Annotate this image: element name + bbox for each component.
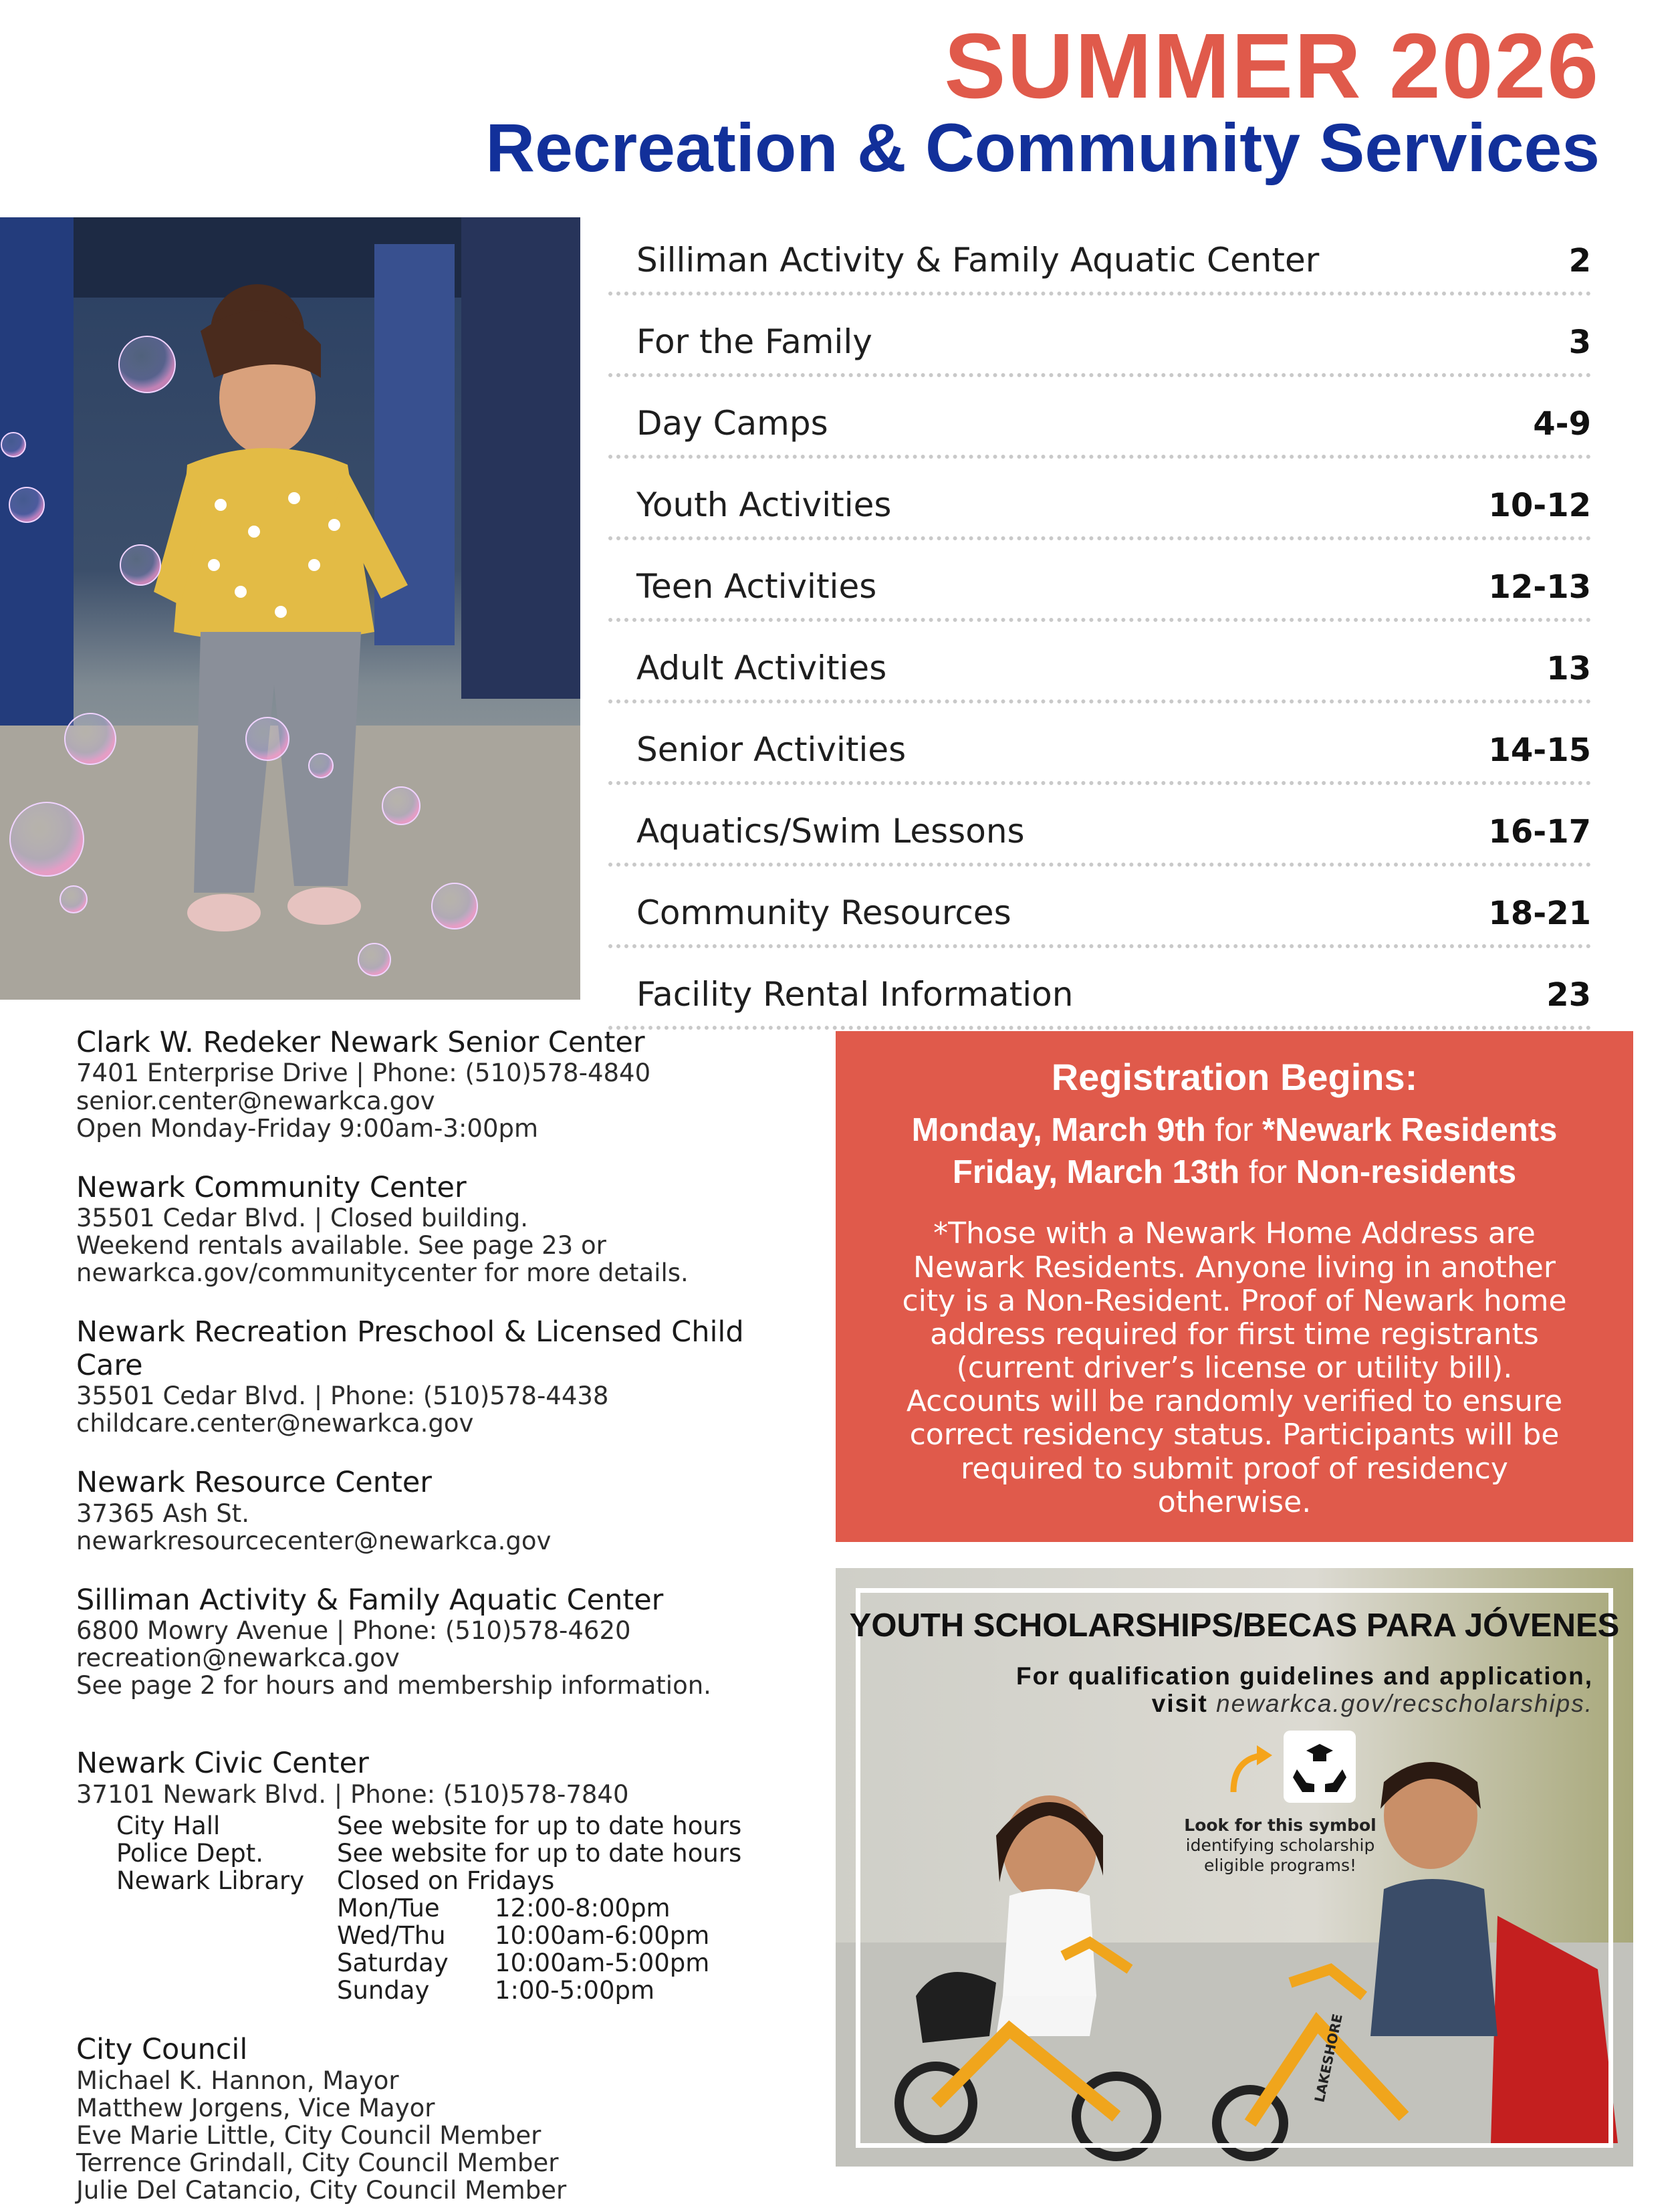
- toc-page-number: 3: [1568, 324, 1591, 361]
- hours-row: [337, 1977, 805, 2004]
- toc-page-number: 10-12: [1488, 487, 1591, 524]
- department-name: Police Dept.: [116, 1839, 264, 1868]
- toc-label: Senior Activities: [636, 730, 907, 769]
- facility-name: Clark W. Redeker Newark Senior Center: [76, 1026, 645, 1059]
- scholarship-symbol-caption: [1173, 1815, 1387, 1876]
- facility-name: Silliman Activity & Family Aquatic Center: [76, 1583, 664, 1617]
- hours-time: 12:00-8:00pm: [495, 1894, 671, 1923]
- toc-page-number: 12-13: [1488, 568, 1591, 606]
- hours-day: Wed/Thu: [337, 1921, 446, 1951]
- facility-email[interactable]: recreation@newarkca.gov: [76, 1644, 400, 1673]
- facility-address: 37101 Newark Blvd. | Phone: (510)578-7840: [76, 1779, 629, 1809]
- toc-row[interactable]: [608, 540, 1591, 622]
- facility-note: Weekend rentals available. See page 23 or: [76, 1231, 606, 1260]
- season-year-heading: SUMMER 2026: [944, 15, 1600, 118]
- toc-label: Aquatics/Swim Lessons: [636, 812, 1025, 851]
- facility-name: Newark Recreation Preschool & Licensed Child Care: [76, 1315, 744, 1382]
- toc-page-number: 14-15: [1488, 732, 1591, 769]
- contact-preschool: [76, 1316, 805, 1437]
- hours-row: [337, 1949, 805, 1977]
- hours-row: [337, 1922, 805, 1949]
- toc-label: Community Resources: [636, 893, 1011, 932]
- civic-row: [116, 1867, 805, 1894]
- facility-contacts: [76, 1026, 805, 2210]
- toc-label: Adult Activities: [636, 649, 887, 687]
- hours-time: 1:00-5:00pm: [495, 1976, 655, 2005]
- toc-row[interactable]: [608, 214, 1591, 296]
- nonresident-date: Friday, March 13th: [952, 1153, 1240, 1190]
- registration-title: Registration Begins:: [1051, 1056, 1418, 1098]
- facility-hours: Open Monday-Friday 9:00am-3:00pm: [76, 1113, 539, 1143]
- scholarship-card[interactable]: [836, 1568, 1633, 2167]
- toc-row[interactable]: [608, 459, 1591, 540]
- hours-row: [337, 1894, 805, 1922]
- for-text: for: [1239, 1153, 1296, 1190]
- toc-label: Silliman Activity & Family Aquatic Center: [636, 241, 1320, 280]
- council-member: Julie Del Catancio, City Council Member: [76, 2176, 567, 2205]
- toc-page-number: 4-9: [1533, 405, 1591, 443]
- toc-row[interactable]: [608, 622, 1591, 703]
- resident-label: *Newark Residents: [1262, 1112, 1558, 1148]
- facility-address: 37365 Ash St.: [76, 1499, 250, 1528]
- council-member: Eve Marie Little, City Council Member: [76, 2120, 542, 2150]
- scholarship-instructions: [991, 1663, 1593, 1717]
- hours-day: Mon/Tue: [337, 1894, 440, 1923]
- council-member: Terrence Grindall, City Council Member: [76, 2148, 559, 2177]
- toc-label: Day Camps: [636, 404, 828, 443]
- council-member: Michael K. Hannon, Mayor: [76, 2066, 399, 2095]
- toc-row[interactable]: [608, 377, 1591, 459]
- toc-page-number: 18-21: [1488, 895, 1591, 932]
- facility-email[interactable]: childcare.center@newarkca.gov: [76, 1409, 474, 1438]
- civic-row: [116, 1812, 805, 1840]
- hours-day: Saturday: [337, 1949, 449, 1978]
- look-description: identifying scholarship eligible programs!: [1185, 1836, 1375, 1875]
- table-of-contents: [608, 214, 1591, 1030]
- bike-brand-label: LAKESHORE: [1311, 2012, 1346, 2104]
- facility-email[interactable]: senior.center@newarkca.gov: [76, 1086, 435, 1115]
- toc-label: Teen Activities: [636, 567, 877, 606]
- facility-note: See page 2 for hours and membership information.: [76, 1671, 711, 1700]
- facility-name: Newark Civic Center: [76, 1747, 369, 1781]
- council-member: Matthew Jorgens, Vice Mayor: [76, 2093, 435, 2122]
- department-hours: See website for up to date hours: [337, 1811, 742, 1840]
- contact-senior-center: [76, 1026, 805, 1142]
- department-name: Newark Library: [116, 1866, 305, 1896]
- scholarship-link[interactable]: newarkca.gov/recscholarships.: [1216, 1689, 1593, 1717]
- for-text: for: [1205, 1112, 1263, 1148]
- registration-box: [836, 1031, 1633, 1542]
- facility-name: Newark Community Center: [76, 1170, 467, 1204]
- visit-text: visit: [1151, 1689, 1217, 1717]
- facility-address: 7401 Enterprise Drive | Phone: (510)578-4840: [76, 1059, 651, 1088]
- facility-email[interactable]: newarkresourcecenter@newarkca.gov: [76, 1526, 552, 1555]
- civic-departments: [116, 1812, 805, 1894]
- toc-page-number: 16-17: [1488, 813, 1591, 851]
- nonresident-label: Non-residents: [1296, 1153, 1517, 1190]
- contact-silliman-center: [76, 1584, 805, 1700]
- library-hours: [337, 1894, 805, 2004]
- toc-row[interactable]: [608, 867, 1591, 948]
- toc-page-number: 23: [1546, 976, 1591, 1014]
- council-title: City Council: [76, 2033, 248, 2067]
- scholarship-title: YOUTH SCHOLARSHIPS/BECAS PARA JÓVENES: [849, 1608, 1620, 1644]
- residency-note: *Those with a Newark Home Address are Newark Residents. Anyone living in another city is a Non-Resident. Proof of Newark home address required for first time registrants (current driver’s license or utility bill). Accounts will be randomly verified to ensure correct residency status. Participants will be required to submit proof of residency otherwise.: [902, 1216, 1567, 1519]
- civic-row: [116, 1840, 805, 1867]
- curved-arrow-icon: [1227, 1742, 1274, 1795]
- toc-row[interactable]: [608, 948, 1591, 1030]
- hours-time: 10:00am-5:00pm: [495, 1949, 710, 1978]
- department-hours: Closed on Fridays: [337, 1866, 555, 1896]
- facility-link[interactable]: newarkca.gov/communitycenter for more details.: [76, 1258, 689, 1288]
- facility-name: Newark Resource Center: [76, 1466, 432, 1500]
- scholarship-symbol-icon: [1284, 1731, 1356, 1803]
- scholarship-line: [991, 1690, 1593, 1718]
- resident-date: Monday, March 9th: [911, 1112, 1206, 1148]
- toc-row[interactable]: [608, 785, 1591, 867]
- contact-community-center: [76, 1172, 805, 1287]
- facility-address: 6800 Mowry Avenue | Phone: (510)578-4620: [76, 1616, 631, 1646]
- hours-day: Sunday: [337, 1976, 430, 2005]
- toc-page-number: 2: [1568, 242, 1591, 280]
- facility-address: 35501 Cedar Blvd. | Closed building.: [76, 1204, 528, 1233]
- toc-label: Youth Activities: [636, 485, 892, 524]
- toc-row[interactable]: [608, 296, 1591, 377]
- page-title: Recreation & Community Services: [485, 110, 1600, 186]
- contact-resource-center: [76, 1466, 805, 1555]
- registration-residents: [836, 1109, 1633, 1151]
- look-heading: Look for this symbol: [1184, 1815, 1376, 1835]
- department-name: City Hall: [116, 1811, 221, 1840]
- department-hours: See website for up to date hours: [337, 1839, 742, 1868]
- toddler-bubbles-photo: [0, 217, 580, 1000]
- toc-label: For the Family: [636, 322, 872, 361]
- registration-nonresidents: [836, 1151, 1633, 1194]
- city-council: [76, 2033, 805, 2204]
- scholarship-line: For qualification guidelines and application,: [1016, 1662, 1593, 1690]
- toc-page-number: 13: [1546, 650, 1591, 687]
- hours-time: 10:00am-6:00pm: [495, 1921, 710, 1951]
- toc-row[interactable]: [608, 703, 1591, 785]
- contact-civic-center: [76, 1747, 805, 2004]
- toc-label: Facility Rental Information: [636, 975, 1074, 1014]
- facility-address: 35501 Cedar Blvd. | Phone: (510)578-4438: [76, 1382, 609, 1411]
